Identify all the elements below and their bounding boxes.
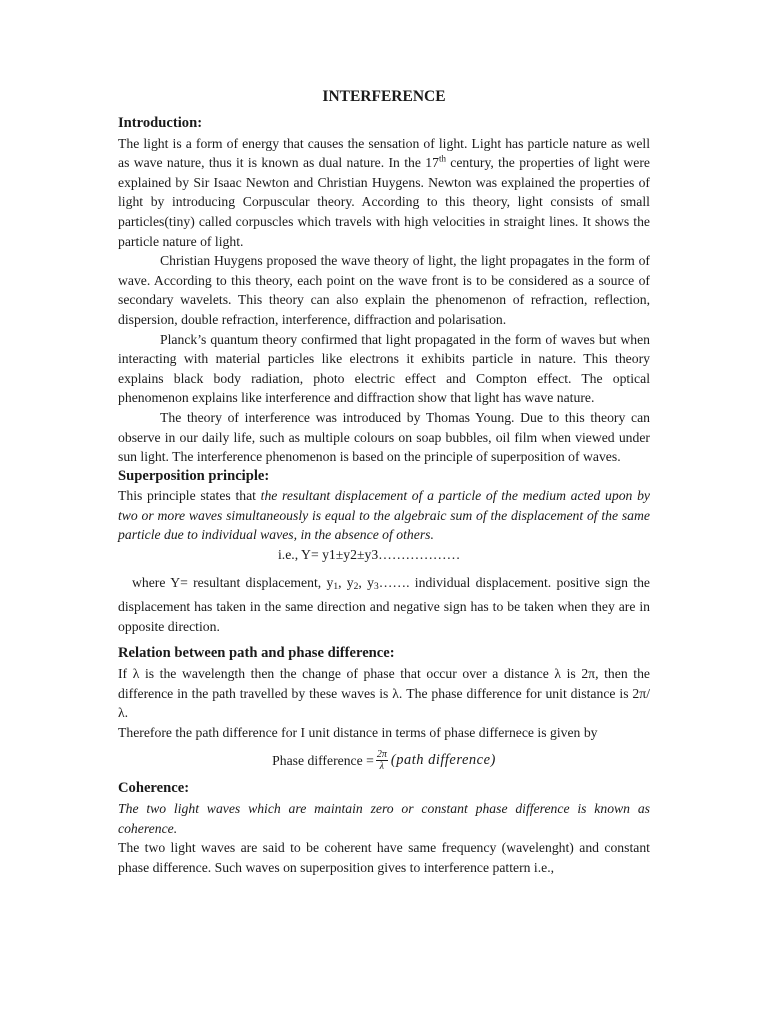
- superposition-where-paragraph: where Y= resultant displacement, $y_1$, $y_2$, $y_3\dots\dots$. individual displacement. positive sign the displacement has taken in the same direction and negative sign has to be taken when they are in opposite direction.: [118, 574, 650, 634]
- superposition-equation: i.e., Y= y1±y2±y3………………: [278, 547, 461, 563]
- phase-difference-formula: [118, 745, 650, 775]
- relation-paragraph-2: Therefore the path difference for I unit distance in terms of phase differnece is given by: [118, 724, 598, 740]
- fraction-numerator: 2π: [376, 748, 387, 760]
- superposition-heading: Superposition principle:: [118, 467, 270, 484]
- introduction-paragraph-2: Christian Huygens proposed the wave theory of light, the light propagates in the form of wave. According to this theory, each point on the wave front is to be considered as a source of secondary wavelets. This theory can also explain the phenomenon of refraction, reflection, dispersion, double refraction, interference, diffraction and polarisation.: [118, 253, 650, 327]
- formula-fraction: [376, 749, 388, 772]
- fraction-denominator: λ: [379, 760, 385, 772]
- introduction-paragraph-1: The light is a form of energy that causes the sensation of light. Light has particle nature as well as wave nature, thus it is known as dual nature. In the 17th century, the properties of light were explained by Sir Isaac Newton and Christian Huygens. Newton was explained the properties of light by introducing Corpuscular theory. According to this theory, light consists of small particles(tiny) called corpuscles which travels with high velocities in straight lines. It shows the particle nature of light.: [118, 135, 650, 249]
- ordinal-superscript: th: [438, 153, 446, 164]
- introduction-heading: Introduction:: [118, 115, 203, 131]
- formula-lhs: Phase difference =: [272, 752, 374, 768]
- coherence-definition: The two light waves which are maintain zero or constant phase difference is known as coherence.: [118, 801, 650, 836]
- coherence-heading: Coherence:: [118, 780, 190, 797]
- document-title: INTERFERENCE: [322, 88, 446, 105]
- formula-rhs: (path difference): [390, 751, 496, 768]
- coherence-paragraph-1: The two light waves are said to be coherent have same frequency (wavelenght) and constant phase difference. Such waves on superposition gives to interference pattern i.e.,: [118, 840, 650, 875]
- superposition-statement: This principle states that the resultant displacement of a particle of the medium acted upon by two or more waves simultaneously is equal to the algebraic sum of the displacement of the same particle due to individual waves, in the absence of others.: [118, 488, 650, 543]
- relation-heading: Relation between path and phase difference:: [118, 645, 395, 662]
- relation-paragraph-1: If λ is the wavelength then the change of phase that occur over a distance λ is 2π, then the difference in the path travelled by these waves is λ. The phase difference for unit distance is 2π/λ.: [118, 666, 650, 721]
- introduction-paragraph-4: The theory of interference was introduced by Thomas Young. Due to this theory can observe in our daily life, such as multiple colours on soap bubbles, oil film when viewed under sun light. The interference phenomenon is based on the principle of superposition of waves.: [118, 409, 650, 465]
- superposition-definition: the resultant displacement of a particle of the medium acted upon by two or more waves simultaneously is equal to the algebraic sum of the displacement of the same particle due to individual waves, in the absence of others.: [118, 488, 650, 543]
- introduction-paragraph-3: Planck’s quantum theory confirmed that light propagated in the form of waves but when interacting with material particles like electrons it exhibits particle in nature. This theory explains black body radiation, photo electric effect and Compton effect. The optical phenomenon explains like interference and diffraction show that light has wave nature.: [118, 331, 650, 406]
